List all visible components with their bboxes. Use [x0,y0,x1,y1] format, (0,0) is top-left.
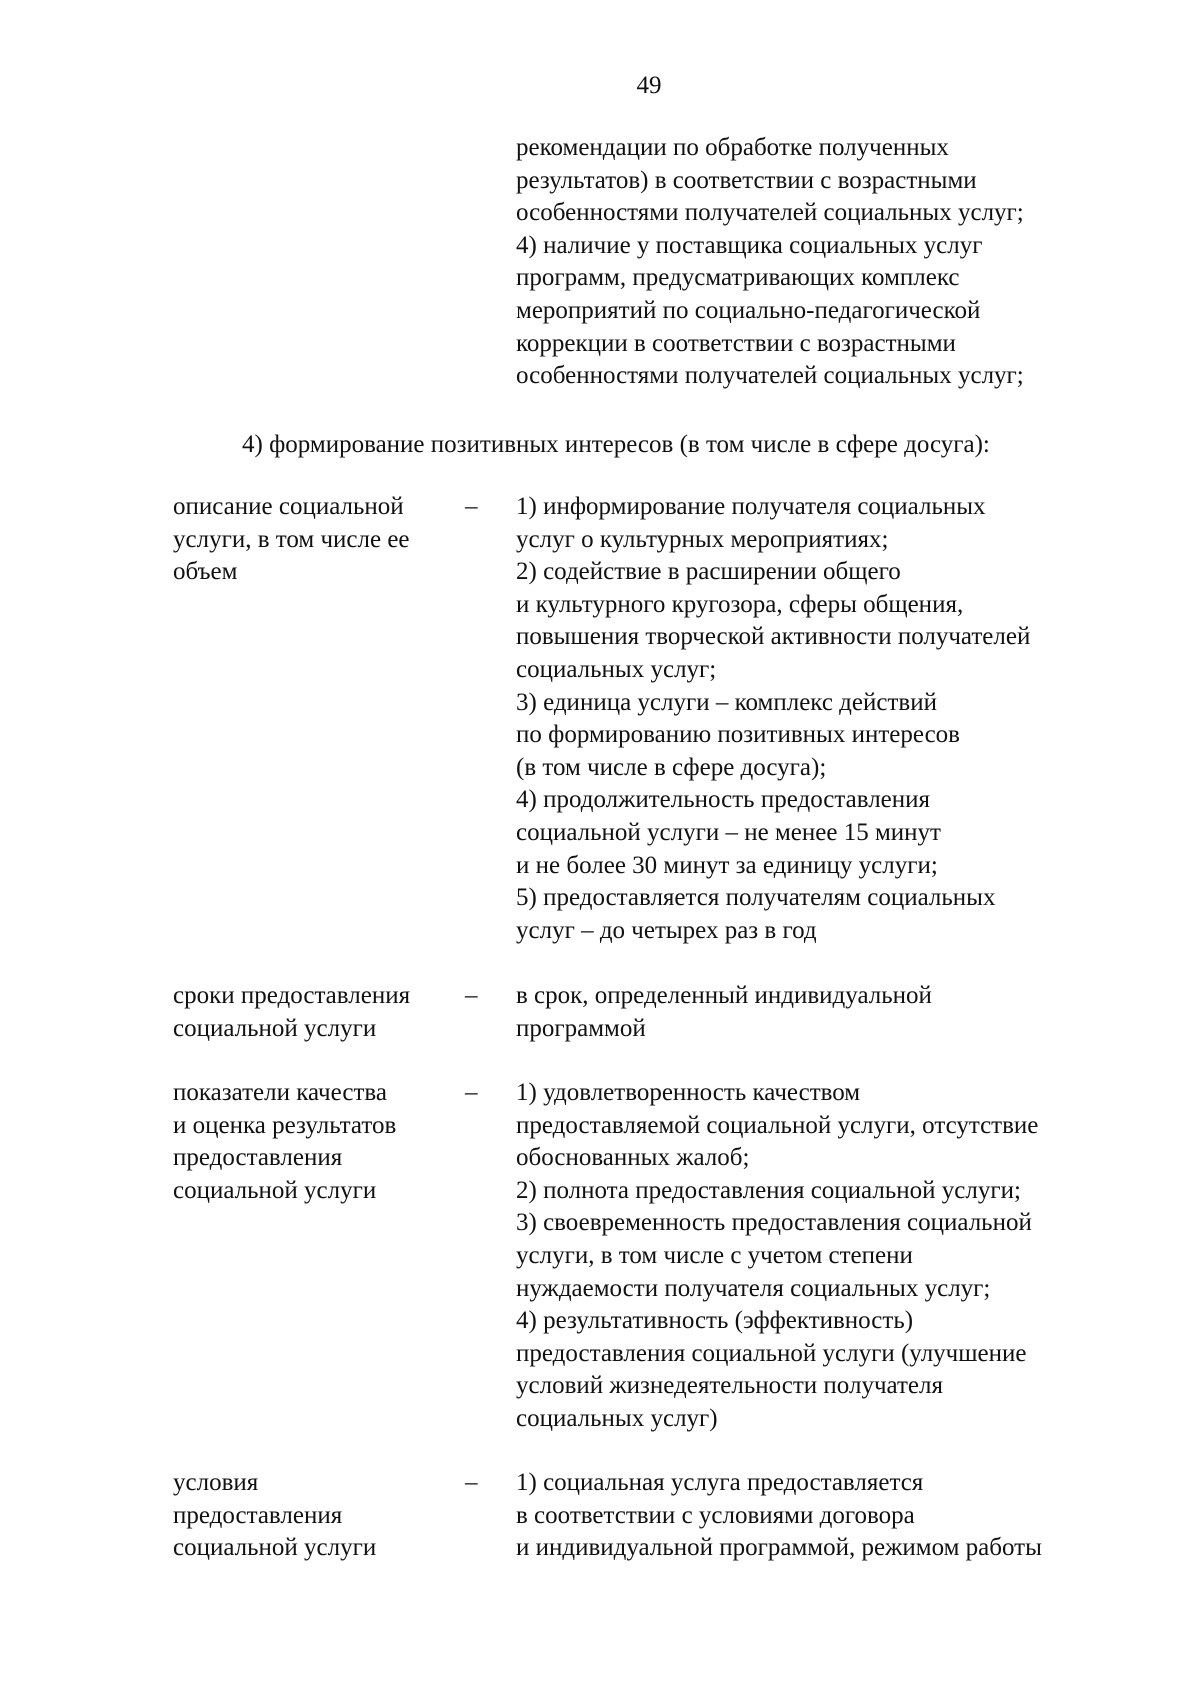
text-line: результатов) в соответствии с возрастными [516,166,977,194]
label-line: описание социальной [173,493,404,520]
label-line: социальной услуги [173,1176,377,1204]
content-line: 3) своевременность предоставления социальной [516,1209,1032,1237]
label-line: предоставления [173,1501,343,1529]
label-line: предоставления [173,1144,343,1172]
content-line: и индивидуальной программой, режимом работы [516,1534,1042,1562]
label-line: показатели качества [173,1079,387,1106]
row-dash: – [465,1079,478,1106]
content-line: социальных услуг) [516,1404,718,1432]
content-line: в срок, определенный индивидуальной [516,982,932,1009]
label-line: сроки предоставления [173,982,411,1009]
text-line: программ, предусматривающих комплекс [516,264,960,292]
label-line: и оценка результатов [173,1111,397,1139]
content-line: повышения творческой активности получателей [516,623,1031,651]
content-line: услуг о культурных мероприятиях; [516,525,889,553]
content-line: 1) социальная услуга предоставляется [516,1469,924,1496]
content-line: программой [516,1014,646,1042]
content-line: (в том числе в сфере досуга); [516,753,827,781]
row-content [516,1077,1038,1436]
page-number: 49 [636,72,662,99]
text-line: мероприятий по социально-педагогической [516,296,981,324]
label-line: социальной услуги [173,1014,377,1042]
row-dash: – [465,982,478,1009]
content-line: 1) информирование получателя социальных [516,493,986,520]
label-line: объем [173,558,238,586]
row-label [173,491,410,589]
text-line: 4) наличие у поставщика социальных услуг [516,231,983,259]
label-line: социальной услуги [173,1534,377,1562]
content-line: по формированию позитивных интересов [516,721,960,749]
content-line: услуги, в том числе с учетом степени [516,1241,913,1269]
text-line: особенностями получателей социальных услуг; [516,362,1024,390]
continuation-text [516,132,1024,393]
content-line: социальных услуг; [516,655,717,683]
content-line: 2) содействие в расширении общего [516,558,901,586]
content-line: социальной услуги – не менее 15 минут [516,818,941,846]
row-content [516,980,932,1045]
content-line: услуг – до четырех раз в год [516,916,817,944]
content-line: 5) предоставляется получателям социальных [516,884,996,912]
row-label [173,980,410,1045]
label-line: условия [173,1469,259,1496]
content-line: условий жизнедеятельности получателя [516,1372,943,1400]
row-content [516,491,1030,947]
row-content [516,1467,1042,1565]
label-line: услуги, в том числе ее [173,525,410,553]
content-line: 3) единица услуги – комплекс действий [516,688,937,716]
content-line: и культурного кругозора, сферы общения, [516,590,964,618]
content-line: нуждаемости получателя социальных услуг; [516,1274,991,1302]
content-line: предоставляемой социальной услуги, отсутствие [516,1111,1039,1139]
row-dash: – [465,493,478,520]
text-line: рекомендации по обработке полученных [516,134,949,161]
section-heading: 4) формирование позитивных интересов (в том числе в сфере досуга): [242,431,990,458]
content-line: в соответствии с условиями договора [516,1501,915,1529]
row-dash: – [465,1469,478,1496]
content-line: 2) полнота предоставления социальной услуги; [516,1176,1021,1204]
content-line: и не более 30 минут за единицу услуги; [516,851,938,879]
text-line: особенностями получателей социальных услуг; [516,199,1024,227]
content-line: 4) продолжительность предоставления [516,786,931,814]
content-line: обоснованных жалоб; [516,1144,750,1172]
row-label [173,1467,376,1565]
row-label [173,1077,396,1207]
content-line: предоставления социальной услуги (улучшение [516,1339,1027,1367]
content-line: 1) удовлетворенность качеством [516,1079,861,1106]
text-line: коррекции в соответствии с возрастными [516,329,956,357]
content-line: 4) результативность (эффективность) [516,1307,914,1335]
